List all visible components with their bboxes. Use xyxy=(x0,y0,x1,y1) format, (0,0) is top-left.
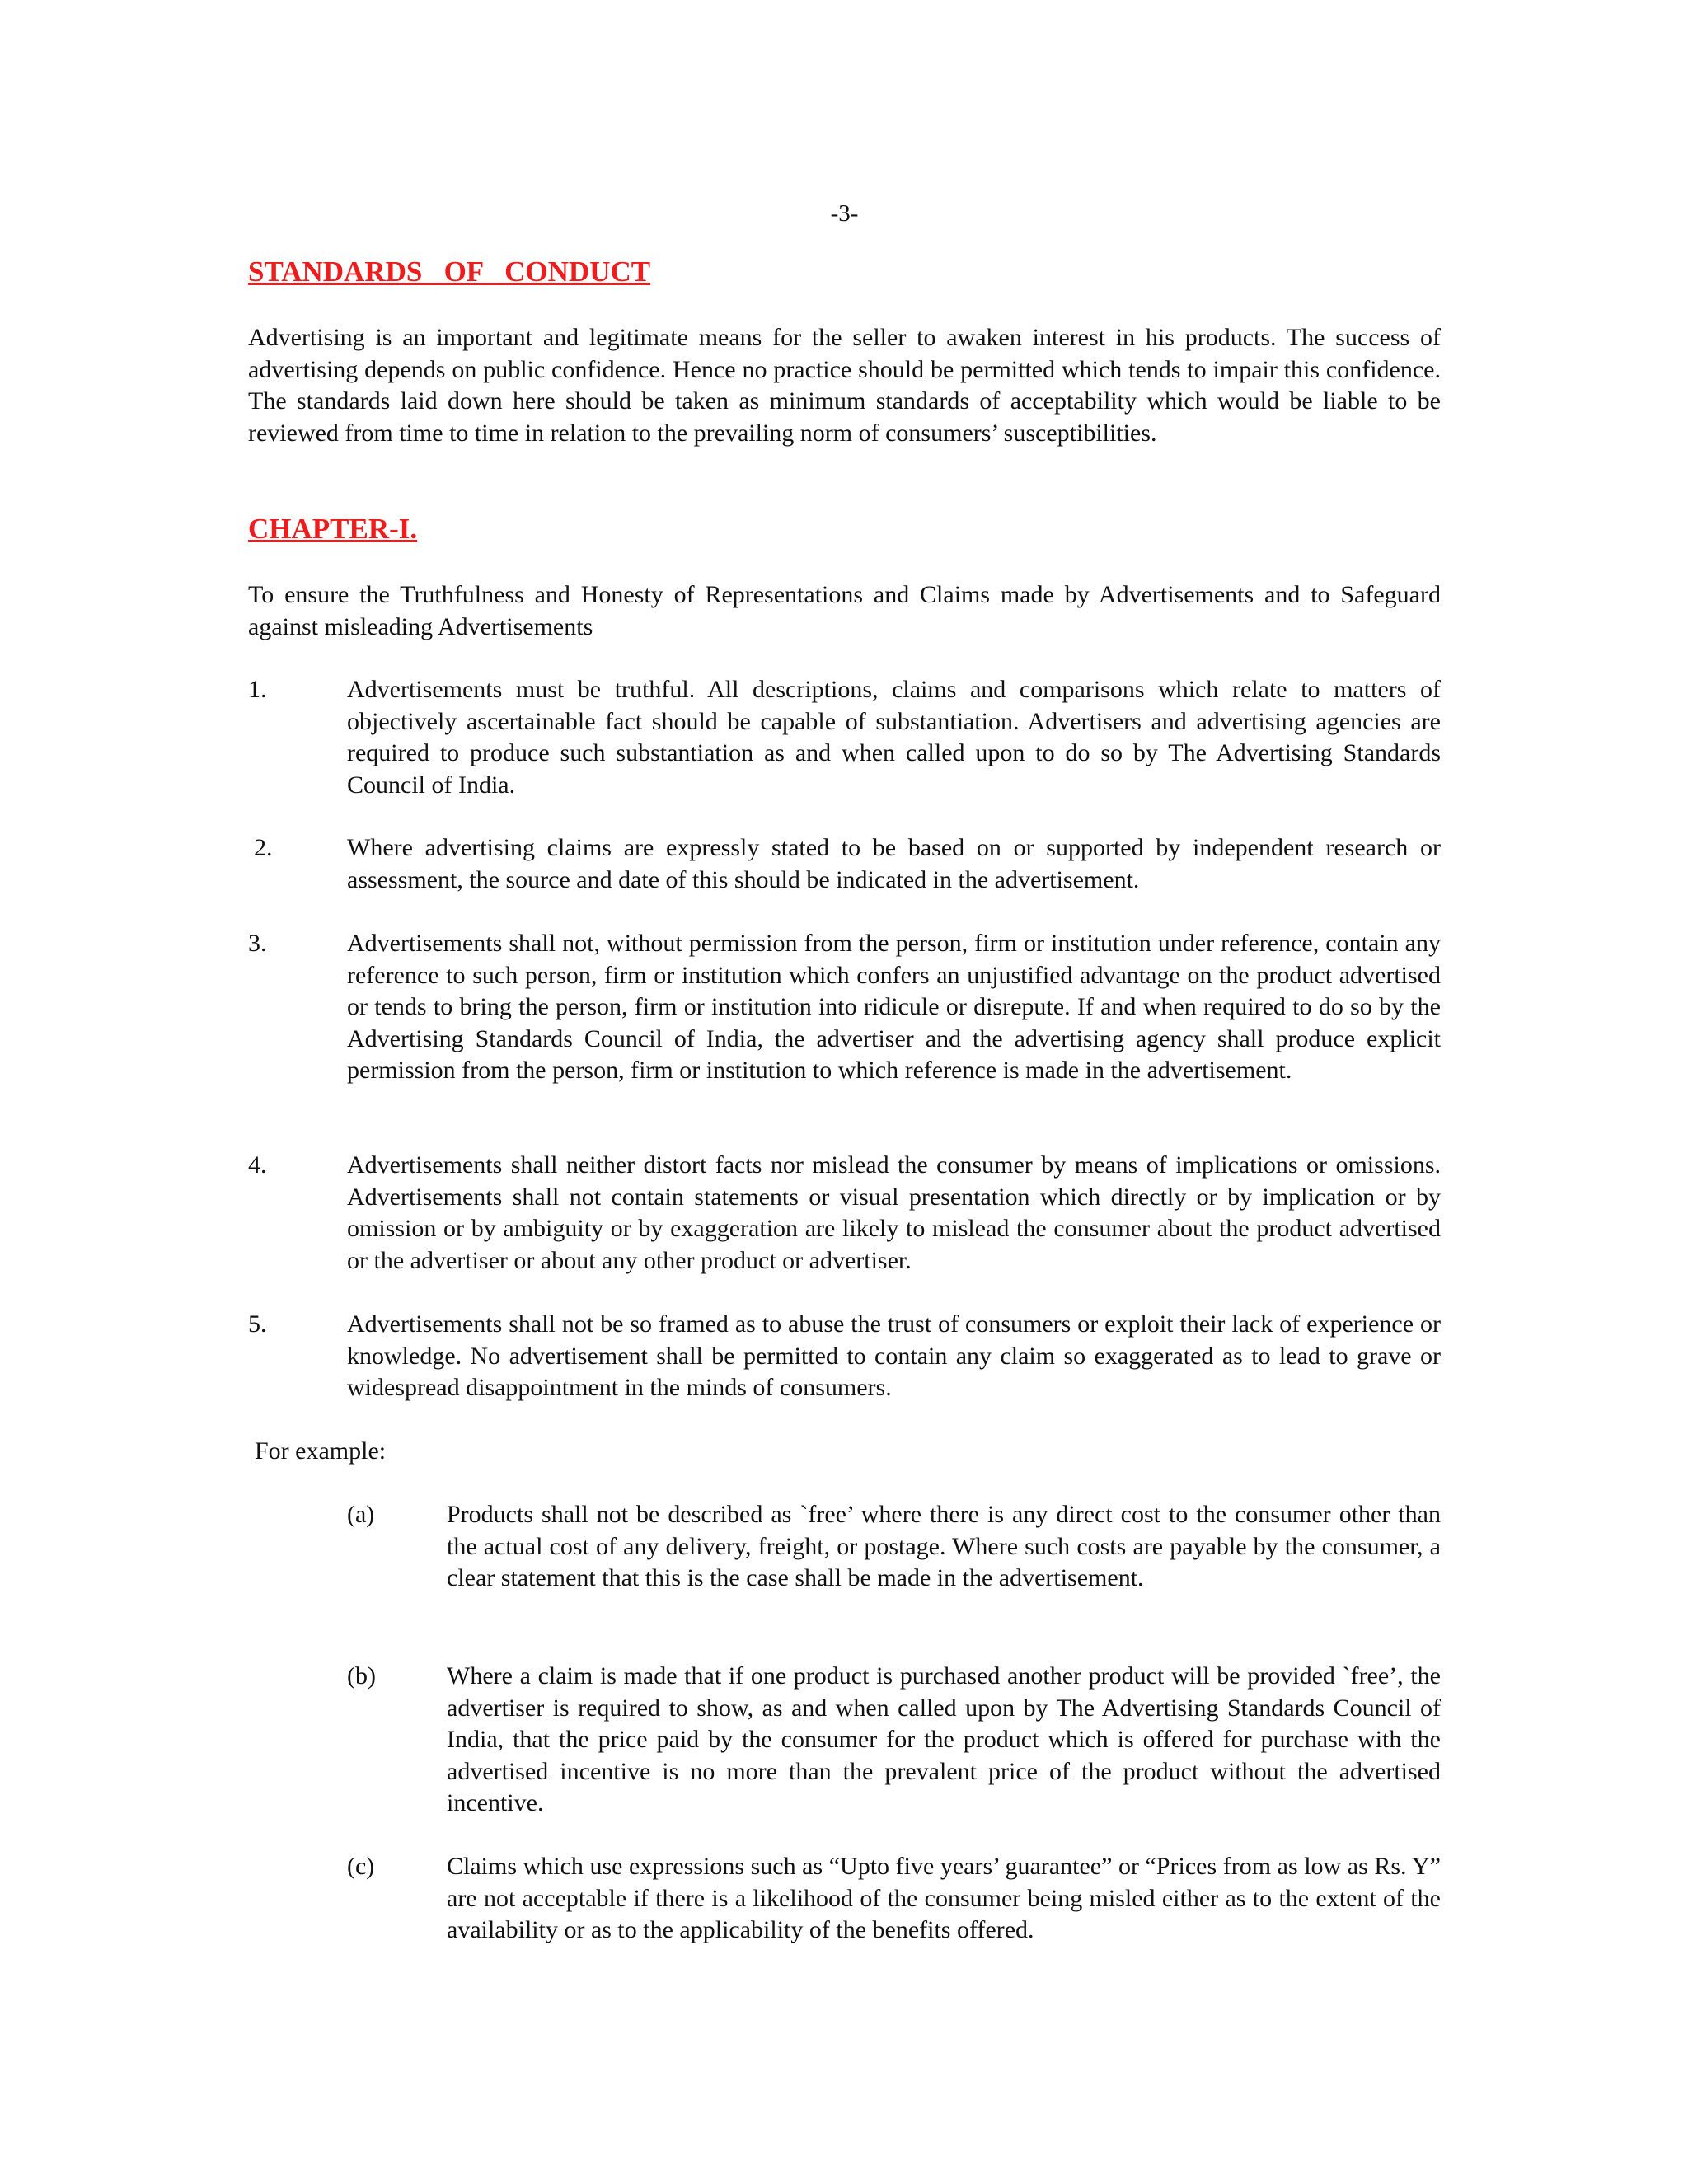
list-item-number: 3. xyxy=(248,930,267,957)
example-label: For example: xyxy=(255,1437,387,1465)
chapter-heading: CHAPTER-I. xyxy=(248,513,418,545)
example-item-letter: (a) xyxy=(347,1501,375,1528)
list-item-number: 4. xyxy=(248,1151,267,1179)
list-item-number: 1. xyxy=(248,676,267,703)
page-number: -3- xyxy=(830,200,859,227)
chapter-intro: To ensure the Truthfulness and Honesty of Representations and Claims made by Advertisements and to Safeguard against misleading Advertisements xyxy=(248,581,1441,640)
list-item-text: Advertisements must be truthful. All descriptions, claims and comparisons which relate to matters of objectively ascertainable fact should be capable of substantiation. Advertisers and advertising agencies are required to produce such substantiation as and when called upon to do so by The Advertising Standards Council of India. xyxy=(347,676,1441,799)
section-heading: STANDARDS OF CONDUCT xyxy=(248,255,651,288)
list-item-number: 5. xyxy=(248,1310,267,1338)
list-item-text: Advertisements shall neither distort facts nor mislead the consumer by means of implications or omissions. Advertisements shall not contain statements or visual presentation which directly or by implication or by omission or by ambiguity or by exaggeration are likely to mislead the consumer about the product advertised or the advertiser or about any other product or advertiser. xyxy=(347,1151,1441,1274)
intro-paragraph: Advertising is an important and legitimate means for the seller to awaken interest in his products. The success of advertising depends on public confidence. Hence no practice should be permitted which tends to impair this confidence. The standards laid down here should be taken as minimum standards of acceptability which would be liable to be reviewed from time to time in relation to the prevailing norm of consumers’ susceptibilities. xyxy=(248,324,1441,447)
list-item-text: Advertisements shall not, without permission from the person, firm or institution under reference, contain any reference to such person, firm or institution which confers an unjustified advantage on the product advertised or tends to bring the person, firm or institution into ridicule or disrepute. If and when required to do so by the Advertising Standards Council of India, the advertiser and the advertising agency shall produce explicit permission from the person, firm or institution to which reference is made in the advertisement. xyxy=(347,930,1441,1085)
list-item-text: Advertisements shall not be so framed as to abuse the trust of consumers or exploit their lack of experience or knowledge. No advertisement shall be permitted to contain any claim so exaggerated as to lead to grave or widespread disappointment in the minds of consumers. xyxy=(347,1310,1441,1402)
list-item-text: Where advertising claims are expressly stated to be based on or supported by independent research or assessment, the source and date of this should be indicated in the advertisement. xyxy=(347,834,1441,893)
example-item-text: Claims which use expressions such as “Upto five years’ guarantee” or “Prices from as low as Rs. Y” are not acceptable if there is a likelihood of the consumer being misled either as to the extent of the availability or as to the applicability of the benefits offered. xyxy=(447,1853,1441,1944)
example-item-text: Products shall not be described as `free’ where there is any direct cost to the consumer other than the actual cost of any delivery, freight, or postage. Where such costs are payable by the consumer, a clear statement that this is the case shall be made in the advertisement. xyxy=(447,1501,1441,1592)
example-item-letter: (b) xyxy=(347,1662,376,1690)
list-item-number: 2. xyxy=(254,834,273,861)
example-item-letter: (c) xyxy=(347,1853,375,1880)
example-item-text: Where a claim is made that if one product is purchased another product will be provided `free’, the advertiser is required to show, as and when called upon by The Advertising Standards Council of India, that the price paid by the consumer for the product which is offered for purchase with the advertised incentive is no more than the prevalent price of the product without the advertised incentive. xyxy=(447,1662,1441,1817)
